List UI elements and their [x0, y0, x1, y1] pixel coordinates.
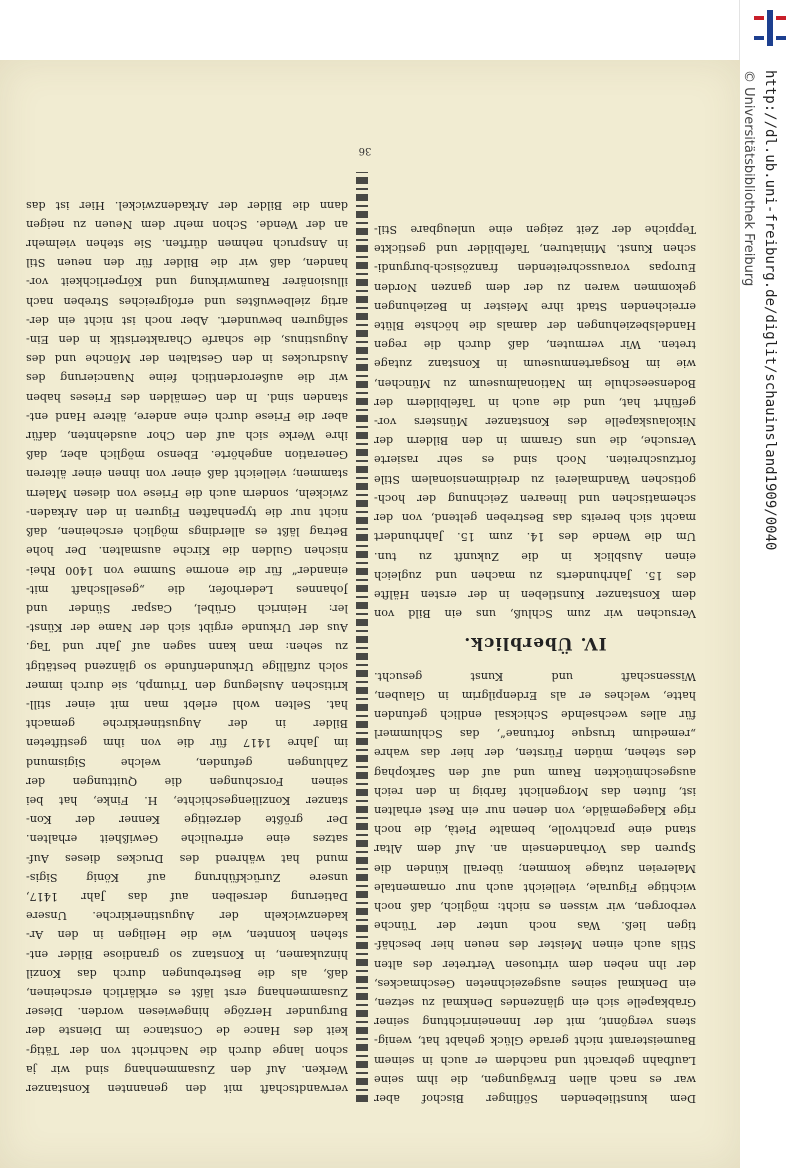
- text-line: kritischen Auslegung den Triumph, sie durch immer: [26, 678, 348, 692]
- text-line: Augustinus, die scharfe Charakteristik in den Ein-: [26, 333, 348, 347]
- text-line: stammen; vielleicht daß einer von ihnen einer älteren: [26, 467, 348, 481]
- text-line: daß, als die Bestrebungen durch das Konzil: [26, 966, 348, 980]
- text-column-left: [374, 220, 696, 1108]
- text-line: Wissenschaft und Kunst gesucht.: [374, 669, 696, 683]
- text-line: keit des Hance de Constance im Dienste der: [26, 1024, 348, 1038]
- text-line: selfiguren bewundert. Aber noch ist nicht ein der-: [26, 313, 348, 327]
- text-line: illusionärer Raumwirkung und Körperlichkeit vor-: [26, 275, 348, 289]
- text-line: Generation angehörte. Ebenso möglich aber, daß: [26, 448, 348, 462]
- text-line: Burgunder Herzöge hingewiesen worden. Dieser: [26, 1005, 348, 1019]
- text-line: gotischen Wandmalerei zu dreidimensionalem Stile: [374, 472, 696, 486]
- text-line: ler: Heinrich Grübel, Caspar Sünder und: [26, 601, 348, 615]
- text-line: Datierung derselben auf das Jahr 1417,: [26, 889, 348, 903]
- text-line: Laufbahn gebracht und nachdem er auch in seinem: [374, 1053, 696, 1067]
- text-line: zu sehen: man kann sagen auf Jahr und Tag.: [26, 640, 348, 654]
- text-line: Betrag läßt es allerdings möglich erscheinen, daß: [26, 525, 348, 539]
- text-line: an der Wende. Schon mehr dem Neuen zu neigen: [26, 217, 348, 231]
- text-line: ausgeschmückten Raum und auf den Sarkophag: [374, 765, 696, 779]
- text-line: Ausdruckes in den Gestalten der Mönche und des: [26, 352, 348, 366]
- text-line: in Anspruch nehmen dürften. Sie stehen vielmehr: [26, 237, 348, 251]
- text-line: nicht nur die typenhaften Figuren in den Arkaden-: [26, 505, 348, 519]
- text-line: Stils auch einen Meister des neuen hier beschäf-: [374, 938, 696, 952]
- text-column-right: [26, 195, 348, 1098]
- text-line: Malereien zutage kommen; überall künden die: [374, 861, 696, 875]
- text-line: Europas vorausschreitenden französisch-burgundi-: [374, 261, 696, 275]
- text-line: Versuche, die uns Gramm in den Bildern der: [374, 434, 696, 448]
- source-url[interactable]: http://dl.ub.uni-freiburg.de/diglit/schauinsland1909/0040: [762, 70, 778, 551]
- text-line: hat. Selten wohl erlebt man mit einer still-: [26, 697, 348, 711]
- text-line: erreichenden Stadt ihre Meister in Beziehungen: [374, 299, 696, 313]
- text-line: Aus der Urkunde ergibt sich der Name der Künst-: [26, 621, 348, 635]
- text-line: schen Kunst. Miniaturen, Tafelbilder und gestickte: [374, 242, 696, 256]
- text-line: verwandtschaft mit den genannten Konstanzer: [26, 1082, 348, 1095]
- text-line: stehen konnten, wie die Heiligen in den Ar-: [26, 928, 348, 942]
- text-line: rige Klagegemälde, von denen nur ein Rest erhalten: [374, 803, 696, 817]
- text-line: aber die Friese durch eine andere, ältere Hand ent-: [26, 409, 348, 423]
- text-line: der ihn neben dem virtuosen Vertreter des alten: [374, 957, 696, 971]
- text-line: Baumeisteramt nicht gerade Glück gehabt hat, wenig-: [374, 1034, 696, 1048]
- text-line: wie im Rosgartenmuseum in Konstanz zutage: [374, 357, 696, 371]
- text-line: dann die Bilder der Arkadenzwickel. Hier ist das: [26, 198, 348, 212]
- text-line: Bodenseeschule im Nationalmuseum zu München,: [374, 376, 696, 390]
- text-line: Dem kunstliebenden Söflinger Bischof aber: [374, 1092, 696, 1105]
- text-line: Johannes Lederhofer, die „gesellschaft mit-: [26, 582, 348, 596]
- text-line: Nikolauskapelle des Konstanzer Münsters vor-: [374, 415, 696, 429]
- text-line: Spuren das Vorhandensein an. Auf dem Altar: [374, 842, 696, 856]
- text-line: Zahlungen gefunden, welche Sigismund: [26, 755, 348, 769]
- page-number: 36: [358, 145, 372, 156]
- text-line: geführt hat, und die auch in Tafelbildern der: [374, 395, 696, 409]
- text-line: Teppiche der Zeit zeigen eine unleugbare Stil-: [374, 223, 696, 237]
- text-line: satzes eine erfreuliche Gewißheit erhalten.: [26, 832, 348, 846]
- text-line: „remedium trusque fortunae“, das Schlummerl: [374, 727, 696, 741]
- text-line: einander“ für die enorme Summe von 1400 Rhei-: [26, 563, 348, 577]
- text-line: hatte, welches er als Erdenpilgrim in Glauben,: [374, 688, 696, 702]
- text-line: Zusammenhang erst läßt es erklärlich erscheinen,: [26, 985, 348, 999]
- text-line: macht sich bereits das Bestreben geltend, von der: [374, 511, 696, 525]
- text-line: Versuchen wir zum Schluß, uns ein Bild von: [374, 607, 696, 621]
- text-line: ist, fluten das Morgenlicht farbig in den reich: [374, 784, 696, 798]
- text-line: kadenzwickeln der Augustinerkirche. Unsere: [26, 909, 348, 923]
- viewer-side-strip: [739, 0, 800, 1168]
- text-line: des stehen, müden Fürsten, der hier das wahre: [374, 746, 696, 760]
- text-line: Grabkapelle sich ein glänzendes Denkmal zu setzen,: [374, 995, 696, 1009]
- text-line: zwickeln, sondern auch die Friese von diesen Malern: [26, 486, 348, 500]
- text-line: tigen ließ. Was noch unter der Tünche: [374, 919, 696, 933]
- text-line: nischen Gulden die Kirche ausmalten. Der hohe: [26, 544, 348, 558]
- text-line: ein Denkmal seines ausgezeichneten Geschmackes,: [374, 976, 696, 990]
- text-line: standen sind. In den Gemälden des Frieses haben: [26, 390, 348, 404]
- text-line: stens vergönnt, mit der Inneneinrichtung seiner: [374, 1015, 696, 1029]
- text-line: treten. Wir vermuten, daß durch die regen: [374, 338, 696, 352]
- section-heading: IV. Überblick.: [463, 633, 607, 654]
- text-line: einen Ausblick in die Zukunft zu tun.: [374, 549, 696, 563]
- scanned-page: [0, 60, 740, 1168]
- text-line: Handelsbeziehungen der damals die höchste Blüte: [374, 319, 696, 333]
- text-line: gekommen waren zu der dem ganzen Norden: [374, 280, 696, 294]
- text-line: hinzukamen, in Konstanz so grandiose Bilder ent-: [26, 947, 348, 961]
- text-line: wir die außerordentlich feine Nuancierung des: [26, 371, 348, 385]
- text-line: wichtige Figurale, vielleicht auch nur ornamentale: [374, 880, 696, 894]
- text-line: mund hat während des Druckes dieses Auf-: [26, 851, 348, 865]
- copyright-notice: © Universitätsbibliothek Freiburg: [741, 70, 756, 287]
- text-line: verborgen, wir wissen es nicht: möglich, daß noch: [374, 899, 696, 913]
- university-logo-icon: [748, 6, 792, 50]
- text-line: dem Konstanzer Kunstleben in der ersten Hälfte: [374, 587, 696, 601]
- text-line: ihre Werke sich auf den Chor ausdehnten, dafür: [26, 429, 348, 443]
- text-line: solch zufällige Urkundenfunde so glänzend bestätigt: [26, 659, 348, 673]
- text-line: im Jahre 1417 für die von ihm gestifteten: [26, 736, 348, 750]
- text-line: seinen Forschungen die Quittungen der: [26, 774, 348, 788]
- text-line: schematischen und linearen Zeichnung der hoch-: [374, 491, 696, 505]
- text-line: unsere Zurückführung auf König Sigis-: [26, 870, 348, 884]
- text-line: schon lange durch die Nachricht von der Tätig-: [26, 1043, 348, 1057]
- text-line: Bilder in der Augustinerkirche gemacht: [26, 717, 348, 731]
- text-line: stanzer Konziliengeschichte, H. Finke, hat bei: [26, 793, 348, 807]
- text-line: Werken. Auf den Zusammenhang sind wir ja: [26, 1062, 348, 1076]
- page-content-rotated: [0, 60, 740, 1168]
- text-line: Der größte derzeitige Kenner der Kon-: [26, 813, 348, 827]
- text-line: Um die Wende des 14. zum 15. Jahrhundert: [374, 530, 696, 544]
- text-line: artig zielbewußtes und erfolgreiches Streben nach: [26, 294, 348, 308]
- text-line: für alles wechselnde Schicksal endlich gefunden: [374, 707, 696, 721]
- text-line: stand eine prachtvolle, bemalte Pietà, die noch: [374, 823, 696, 837]
- text-line: fortzuschreiten. Noch sind es sehr rasierte: [374, 453, 696, 467]
- text-line: des 15. Jahrhunderts zu machen und zugleich: [374, 568, 696, 582]
- ornamental-divider: [356, 172, 368, 1102]
- text-line: handen, daß wir die Bilder für den neuen Stil: [26, 256, 348, 270]
- text-line: war es nach allen Erwägungen, die ihm seine: [374, 1072, 696, 1086]
